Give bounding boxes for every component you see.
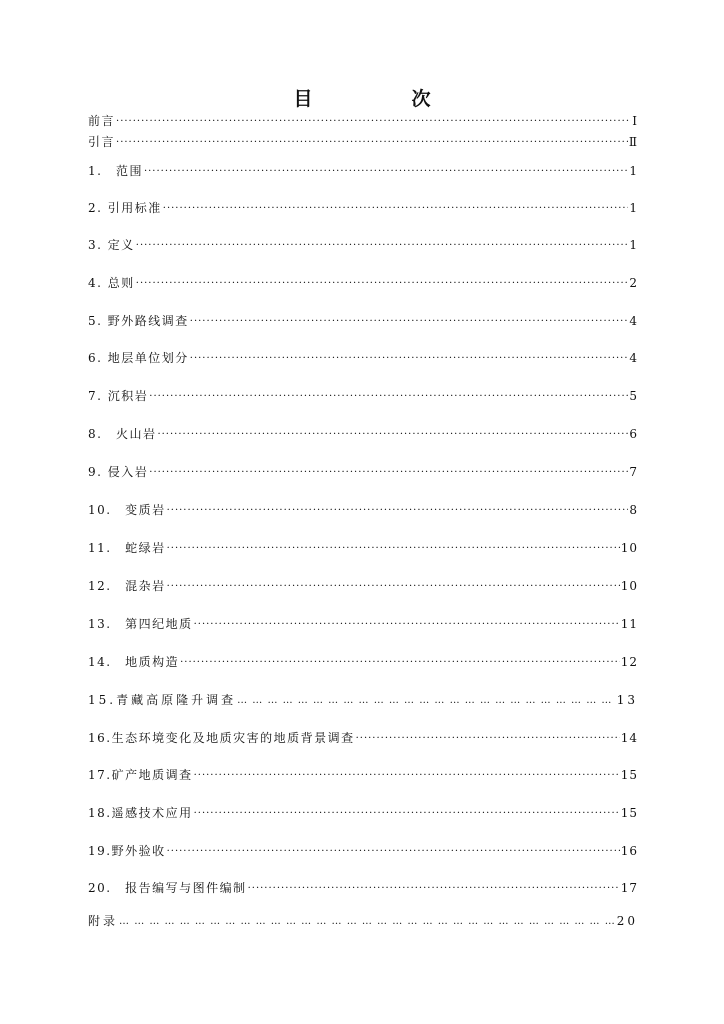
dot-leader [237, 695, 616, 707]
toc-entry-page: 15 [620, 806, 638, 820]
toc-entry-label: 15.青藏高原隆升调查 [88, 693, 237, 707]
toc-entry-page: 8 [629, 503, 638, 517]
toc-entry-15[interactable] [88, 689, 638, 707]
toc-entry-label: 6. 地层单位划分 [88, 351, 189, 365]
toc-entry-page: Ⅱ [628, 135, 638, 149]
dot-leader [167, 846, 620, 858]
toc-entry-10[interactable] [88, 499, 638, 517]
dot-leader [157, 429, 628, 441]
toc-title: 目 次 [293, 88, 471, 110]
toc-entry-page: 17 [620, 881, 638, 895]
toc-entry-page: 1 [629, 201, 638, 215]
toc-entry-page: 15 [620, 768, 638, 782]
dot-leader [194, 808, 620, 820]
toc-entry-page: 12 [620, 655, 638, 669]
toc-entry-label: 20. 报告编写与图件编制 [88, 881, 247, 895]
dot-leader [149, 467, 628, 479]
toc-entry-label: 2. 引用标准 [88, 201, 162, 215]
toc-entry-label: 3. 定义 [88, 238, 135, 252]
toc-entry-label: 8. 火山岩 [88, 427, 157, 441]
toc-entry-page: 1 [629, 238, 638, 252]
dot-leader [190, 353, 629, 365]
toc-entry-label: 4. 总则 [88, 276, 135, 290]
toc-entry-19[interactable] [88, 840, 638, 858]
toc-entry-label: 附录 [88, 914, 119, 928]
toc-entry-label: 1. 范围 [88, 164, 143, 178]
toc-entry-label: 19.野外验收 [88, 844, 166, 858]
toc-entry-label: 18.遥感技术应用 [88, 806, 193, 820]
dot-leader [136, 240, 629, 252]
toc-entry-label: 引言 [88, 135, 116, 149]
toc-entry-page: 5 [629, 389, 638, 403]
toc-entry-page: 6 [629, 427, 638, 441]
toc-entry-page: 2 [629, 276, 638, 290]
toc-entry-page: 11 [620, 617, 638, 631]
dot-leader [248, 883, 620, 895]
toc-entry-page: 13 [616, 693, 638, 707]
toc-entry-page: 10 [620, 541, 638, 555]
dot-leader [116, 137, 628, 149]
toc-entry-label: 11. 蛇绿岩 [88, 541, 166, 555]
toc-entry-label: 9. 侵入岩 [88, 465, 149, 479]
dot-leader [149, 391, 628, 403]
toc-entry-14[interactable] [88, 651, 638, 669]
toc-entry-page: Ⅰ [632, 114, 638, 128]
toc-entry-8[interactable] [88, 423, 638, 441]
toc-entry-page: 4 [629, 314, 638, 328]
dot-leader [190, 316, 629, 328]
toc-entry-17[interactable] [88, 764, 638, 782]
toc-entry-page: 14 [620, 731, 638, 745]
toc-entry-page: 20 [616, 914, 638, 928]
toc-entry-preface[interactable] [88, 110, 638, 128]
dot-leader [167, 505, 629, 517]
toc-entry-appendix[interactable] [88, 910, 638, 928]
toc-entry-label: 16.生态环境变化及地质灾害的地质背景调查 [88, 731, 355, 745]
toc-entry-label: 13. 第四纪地质 [88, 617, 193, 631]
dot-leader [167, 543, 620, 555]
toc-entry-9[interactable] [88, 461, 638, 479]
toc-entry-label: 7. 沉积岩 [88, 389, 149, 403]
toc-entry-label: 5. 野外路线调查 [88, 314, 189, 328]
toc-entry-page: 7 [629, 465, 638, 479]
toc-entry-13[interactable] [88, 613, 638, 631]
toc-entry-page: 1 [629, 164, 638, 178]
toc-entry-page: 10 [620, 579, 638, 593]
dot-leader [194, 619, 620, 631]
dot-leader [119, 916, 616, 928]
toc-entry-20[interactable] [88, 877, 638, 895]
toc-entry-label: 前言 [88, 114, 116, 128]
toc-entry-introduction[interactable] [88, 131, 638, 149]
toc-entry-7[interactable] [88, 385, 638, 403]
dot-leader [194, 770, 620, 782]
toc-entry-label: 14. 地质构造 [88, 655, 180, 669]
dot-leader [163, 203, 629, 215]
dot-leader [116, 116, 631, 128]
toc-entry-label: 17.矿产地质调查 [88, 768, 193, 782]
toc-entry-18[interactable] [88, 802, 638, 820]
toc-entry-page: 4 [629, 351, 638, 365]
toc-entry-5[interactable] [88, 310, 638, 328]
toc-entry-4[interactable] [88, 272, 638, 290]
dot-leader [180, 657, 620, 669]
toc-entry-2[interactable] [88, 197, 638, 215]
dot-leader [167, 581, 620, 593]
toc-entry-label: 10. 变质岩 [88, 503, 166, 517]
toc-entry-16[interactable] [88, 727, 638, 745]
dot-leader [356, 733, 620, 745]
toc-entry-3[interactable] [88, 234, 638, 252]
toc-entry-6[interactable] [88, 347, 638, 365]
dot-leader [136, 278, 629, 290]
toc-entry-label: 12. 混杂岩 [88, 579, 166, 593]
toc-entry-12[interactable] [88, 575, 638, 593]
toc-entry-11[interactable] [88, 537, 638, 555]
toc-entry-1[interactable] [88, 160, 638, 178]
dot-leader [144, 166, 628, 178]
toc-entry-page: 16 [620, 844, 638, 858]
